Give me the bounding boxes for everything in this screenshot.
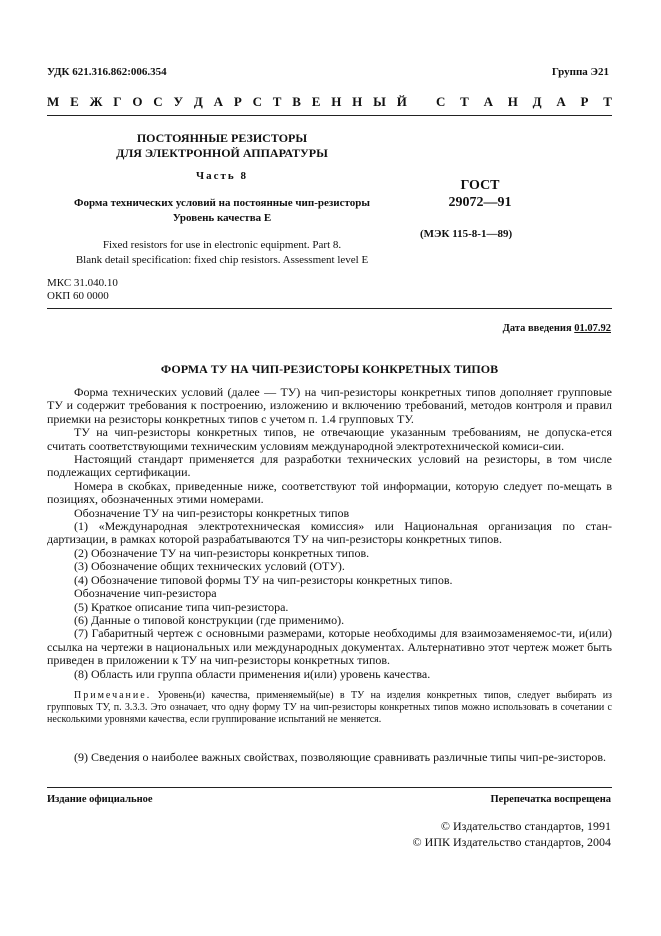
- document-title: [47, 131, 397, 161]
- banner-letter: Е: [311, 94, 321, 109]
- banner-letter: А: [556, 94, 566, 109]
- banner-letter: Т: [460, 94, 469, 109]
- paragraph: Обозначение ТУ на чип-резисторы конкретных типов: [74, 505, 350, 520]
- banner-letter: С: [252, 94, 262, 109]
- banner-letter: Д: [532, 94, 542, 109]
- note-label: Примечание.: [74, 690, 152, 701]
- banner-letter: А: [213, 94, 223, 109]
- official-edition: Издание официальное: [47, 794, 153, 805]
- gost-number: 29072—91: [448, 195, 512, 210]
- part-number: Часть 8: [196, 170, 248, 182]
- banner-letter: Й: [396, 94, 407, 109]
- spec-title-en-line-1: Fixed resistors for use in electronic equipment. Part 8.: [102, 239, 342, 251]
- copyright-line: © ИПК Издательство стандартов, 2004: [412, 835, 611, 849]
- paragraph: (6) Данные о типовой конструкции (где применимо).: [74, 612, 345, 627]
- banner-letter: Н: [352, 94, 363, 109]
- copyright-block: [413, 818, 611, 850]
- intro-date-value: 01.07.92: [574, 323, 611, 334]
- spec-title-en: [47, 238, 397, 268]
- banner-letter: В: [292, 94, 301, 109]
- spec-title-ru-line-1: Форма технических условий на постоянные чип-резисторы: [74, 197, 370, 209]
- paragraph: (1) «Международная электротехническая комиссия» или Национальная организация по стан-дартизации, в рамках которой разрабатываются ТУ на чип-резисторы конкретных типов.: [47, 519, 612, 547]
- paragraph: (8) Область или группа области применения и(или) уровень качества.: [74, 666, 431, 681]
- banner-letter: У: [173, 94, 184, 109]
- title-line-1: ПОСТОЯННЫЕ РЕЗИСТОРЫ: [136, 131, 308, 145]
- banner-letter: М: [47, 94, 60, 109]
- copyright-line: © Издательство стандартов, 1991: [440, 819, 611, 833]
- okp-code: ОКП 60 0000: [47, 290, 109, 302]
- interstate-standard-banner: [47, 94, 612, 110]
- paragraph: (3) Обозначение общих технических условий (ОТУ).: [74, 559, 345, 574]
- paragraph: (4) Обозначение типовой формы ТУ на чип-резисторы конкретных типов.: [74, 572, 453, 587]
- paragraph: (5) Краткое описание типа чип-резистора.: [74, 599, 289, 614]
- note-text: Уровень(и) качества, применяемый(ые) в ТУ на изделия конкретных типов, следует выбирать из групповых ТУ, п. 3.3.3. Это означает, что одну форму ТУ на чип-резисторы конкретных типов можно использовать в сочетании с несколькими уровнями качества, если группирование испытаний не меняется.: [47, 690, 612, 725]
- banner-letter: Т: [603, 94, 612, 109]
- banner-word-interstate: [47, 94, 407, 110]
- gost-designation: [420, 177, 540, 211]
- banner-letter: А: [483, 94, 493, 109]
- paragraph: Номера в скобках, приведенные ниже, соответствуют той информации, которую следует по-мещать в позициях, обозначенных этими номерами.: [47, 478, 612, 507]
- title-line-2: ДЛЯ ЭЛЕКТРОННОЙ АППАРАТУРЫ: [116, 146, 328, 160]
- banner-letter: Р: [233, 94, 242, 109]
- middle-divider: [47, 308, 612, 309]
- paragraph: Обозначение чип-резистора: [74, 586, 217, 601]
- banner-letter: Ы: [373, 94, 386, 109]
- spec-title-en-line-2: Blank detail specification: fixed chip resistors. Assessment level E: [75, 254, 369, 266]
- gost-label: ГОСТ: [460, 178, 500, 193]
- mks-code: МКС 31.040.10: [47, 277, 118, 289]
- intro-date-label: Дата введения: [502, 323, 572, 334]
- udk-code: УДК 621.316.862:006.354: [47, 66, 167, 78]
- banner-letter: Н: [331, 94, 342, 109]
- paragraph: Форма технических условий (далее — ТУ) на чип-резисторы конкретных типов дополняет групповые ТУ и содержит требования к построению, изложению и включению требований, методов контроля и правил приемки на резисторы конкретных типов с учетом п. 1.4 групповых ТУ.: [47, 385, 612, 426]
- paragraph: Настоящий стандарт применяется для разработки технических условий на резисторы, в том числе подлежащих сертификации.: [47, 452, 612, 480]
- classification-codes: [47, 277, 118, 303]
- bottom-divider: [47, 787, 612, 788]
- section-heading: ФОРМА ТУ НА ЧИП-РЕЗИСТОРЫ КОНКРЕТНЫХ ТИПОВ: [160, 362, 499, 376]
- paragraph: ТУ на чип-резисторы конкретных типов, не отвечающие указанным требованиям, не допуска-ется считать соответствующими техническим условиям международной электротехнической комиси-сии.: [47, 425, 612, 453]
- intro-date: [503, 323, 611, 334]
- banner-letter: О: [132, 94, 143, 109]
- body-text: [47, 386, 612, 681]
- spec-title-ru-line-2: Уровень качества E: [172, 212, 272, 224]
- note: [47, 690, 612, 725]
- spec-title-ru: [47, 196, 397, 226]
- banner-word-standard: [436, 94, 612, 110]
- reprint-notice: Перепечатка воспрещена: [490, 794, 611, 805]
- top-divider: [47, 115, 612, 116]
- banner-letter: Г: [113, 94, 122, 109]
- banner-letter: С: [153, 94, 163, 109]
- banner-letter: Н: [507, 94, 518, 109]
- banner-letter: С: [436, 94, 446, 109]
- paragraph: (2) Обозначение ТУ на чип-резисторы конкретных типов.: [74, 545, 370, 560]
- banner-letter: Е: [70, 94, 79, 109]
- mek-reference: (МЭК 115-8-1—89): [420, 228, 513, 240]
- banner-letter: Д: [193, 94, 203, 109]
- paragraph: (7) Габаритный чертеж с основными размерами, которые необходимы для взаимозаменяемос-ти, и(или) ссылка на чертежи в национальных или международных документах. Альтернативно этот чертеж может быть приведен в приложении к ТУ на чип-резисторы конкретных типов.: [47, 626, 612, 668]
- group-code: Группа Э21: [551, 66, 609, 78]
- banner-letter: Р: [580, 94, 589, 109]
- banner-letter: Т: [272, 94, 282, 109]
- paragraph: (9) Сведения о наиболее важных свойствах, позволяющие сравнивать различные типы чип-ре-зисторов.: [74, 750, 607, 764]
- banner-letter: Ж: [89, 94, 103, 109]
